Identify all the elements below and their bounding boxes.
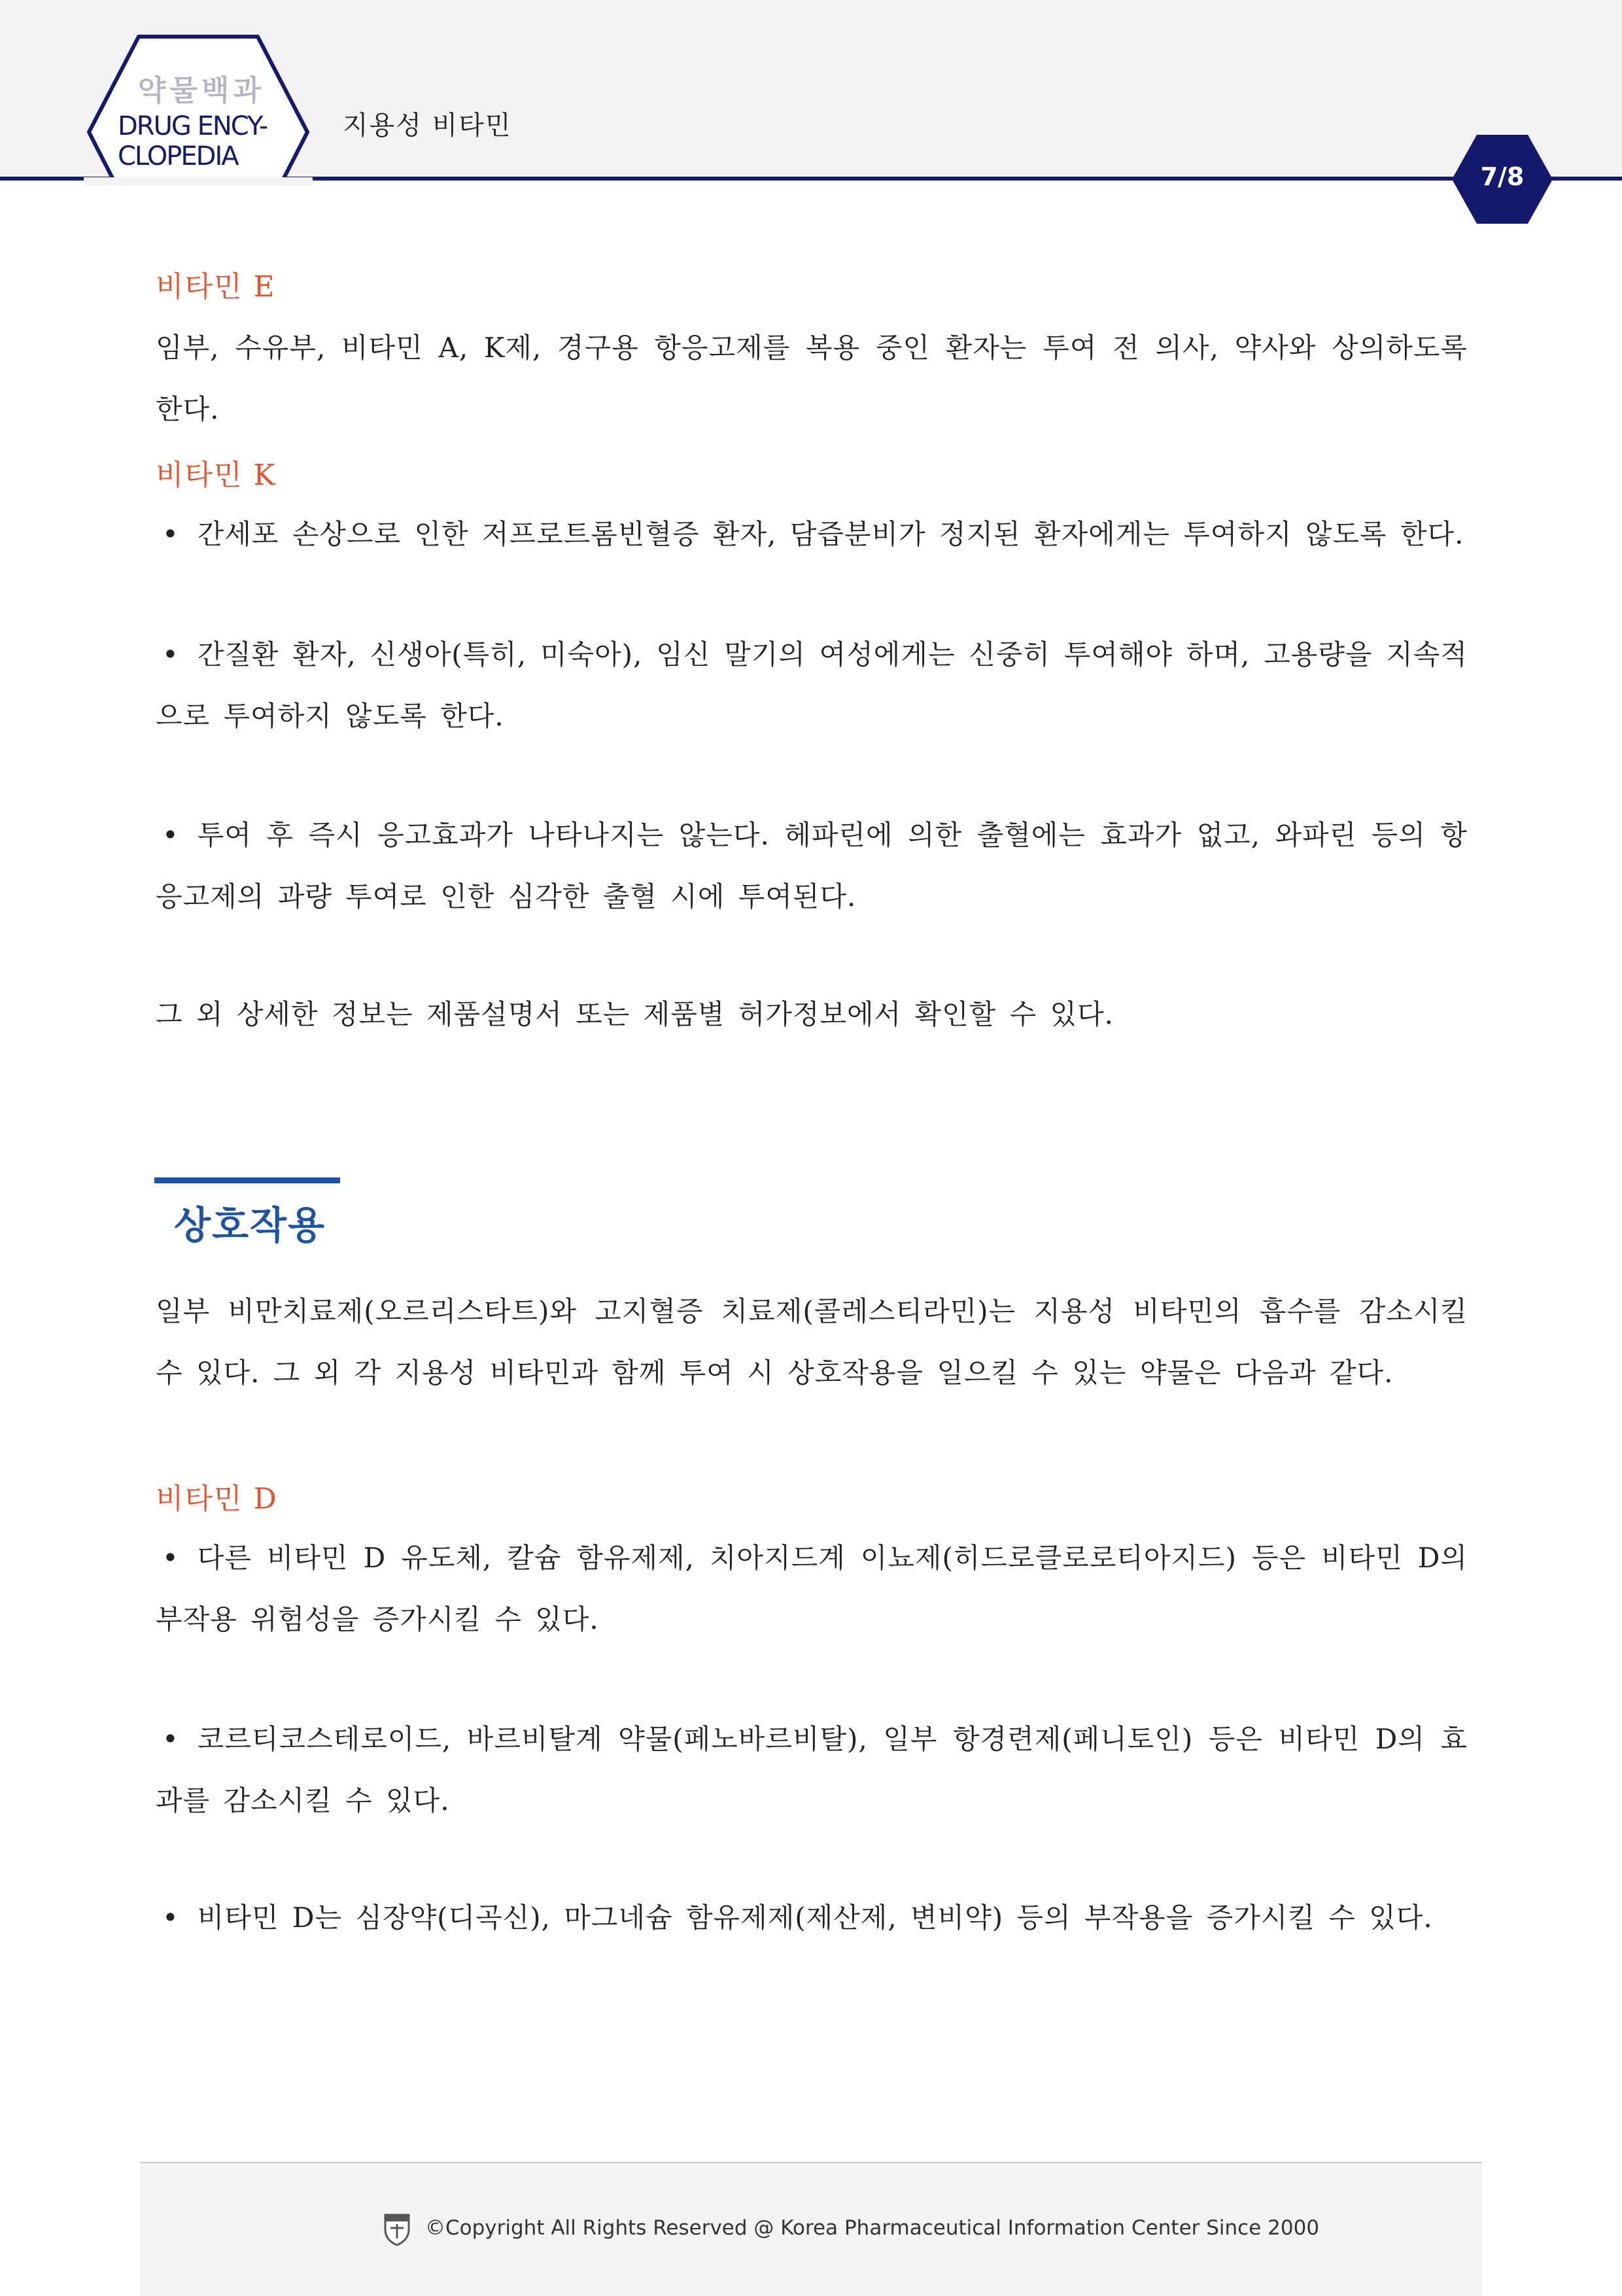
vitamin-k-heading: 비타민 K (156, 459, 277, 492)
vitamin-k-bullet-1: • 간세포 손상으로 인한 저프로트롬빈혈증 환자, 담즙분비가 정지된 환자에게는 투여하지 않도록 한다. (156, 504, 1468, 565)
logo-english: DRUG ENCY- CLOPEDIA (118, 111, 267, 171)
vitamin-d-bullet-3: • 비타민 D는 심장약(디곡신), 마그네슘 함유제제(제산제, 변비약) 등의 부작용을 증가시킬 수 있다. (156, 1887, 1468, 1949)
more-info-text: 그 외 상세한 정보는 제품설명서 또는 제품별 허가정보에서 확인할 수 있다. (156, 998, 1114, 1030)
vitamin-k-bullet-3: • 투여 후 즉시 응고효과가 나타나지는 않는다. 헤파린에 의한 출혈에는 효과가 없고, 와파린 등의 항응고제의 과량 투여로 인한 심각한 출혈 시에 투여된다. (156, 805, 1468, 928)
interactions-title: 상호작용 (174, 1203, 326, 1247)
vitamin-d-bullet-2: • 코르티코스테로이드, 바르비탈계 약물(페노바르비탈), 일부 항경련제(페니토인) 등은 비타민 D의 효과를 감소시킬 수 있다. (156, 1709, 1468, 1832)
vitamin-k-bullet-2: • 간질환 환자, 신생아(특히, 미숙아), 임신 말기의 여성에게는 신중히 투여해야 하며, 고용량을 지속적으로 투여하지 않도록 한다. (156, 624, 1468, 747)
vitamin-e-text: 임부, 수유부, 비타민 A, K제, 경구용 항응고제를 복용 중인 환자는 투여 전 의사, 약사와 상의하도록 한다. (156, 332, 1468, 425)
interactions-intro: 일부 비만치료제(오르리스타트)와 고지혈증 치료제(콜레스티라민)는 지용성 비타민의 흡수를 감소시킬 수 있다. 그 외 각 지용성 비타민과 함께 투여 시 상호작용을 일으킬 수 있는 약물은 다음과 같다. (156, 1295, 1468, 1389)
copyright-text: ©Copyright All Rights Reserved @ Korea Pharmaceutical Information Center Since 2000 (425, 2216, 1320, 2240)
crest-icon (383, 2212, 411, 2246)
document-title: 지용성 비타민 (343, 111, 512, 141)
vitamin-e-heading: 비타민 E (156, 270, 276, 304)
page-number: 7/8 (1480, 162, 1525, 191)
logo-korean: 약물백과 (137, 74, 265, 107)
vitamin-d-bullet-1: • 다른 비타민 D 유도체, 칼슘 함유제제, 치아지드계 이뇨제(히드로클로로티아지드) 등은 비타민 D의 부작용 위험성을 증가시킬 수 있다. (156, 1527, 1468, 1650)
section-accent-bar (154, 1177, 340, 1183)
vitamin-d-heading: 비타민 D (156, 1482, 278, 1516)
